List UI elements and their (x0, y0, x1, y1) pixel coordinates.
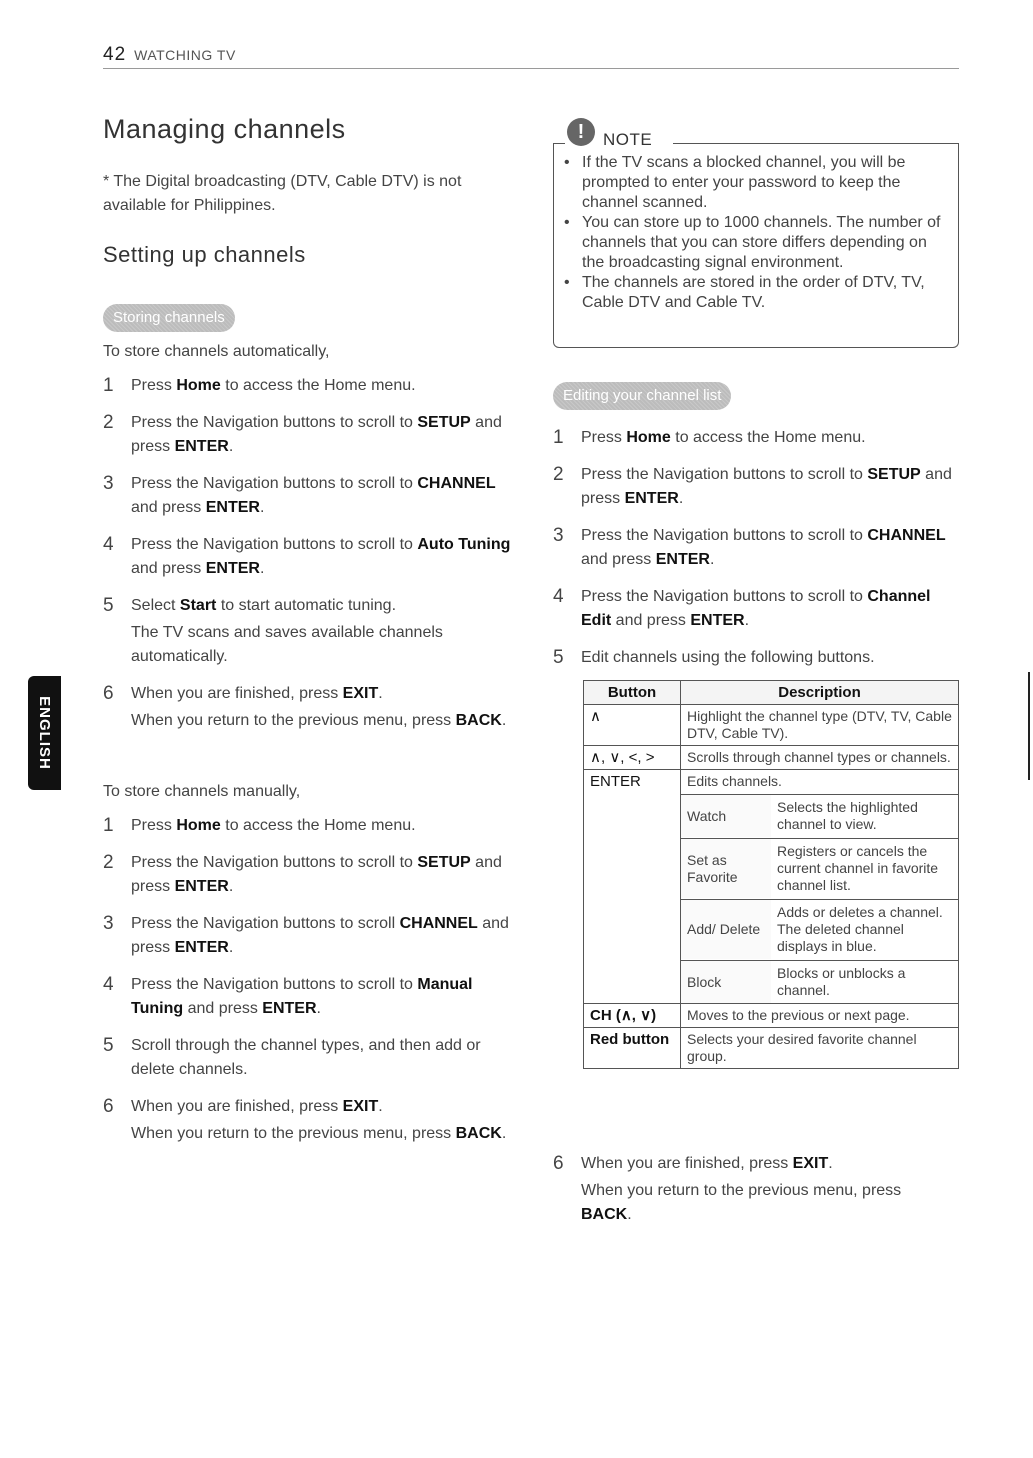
list-item: 1 Press Home to access the Home menu. (103, 375, 416, 396)
auto-steps (103, 374, 513, 733)
storing-channels-heading: Storing channels (103, 304, 235, 332)
list-item: 4 Press the Navigation buttons to scroll to Manual Tuning and press ENTER. (103, 974, 473, 1017)
table-header: Description (681, 681, 959, 705)
page-number: 42 (103, 44, 127, 65)
table-cell-description: Selects your desired favorite channel group. (681, 1028, 959, 1069)
note-header (553, 118, 959, 149)
list-item: 6 When you are finished, press EXIT. When you return to the previous menu, press BACK. (103, 683, 507, 729)
list-item: 6 When you are finished, press EXIT. When you return to the previous menu, press BACK. (103, 1096, 507, 1142)
note-item: • You can store up to 1000 channels. The number of channels that you can store differs depending on the broadcasting signal environment. (582, 213, 948, 273)
table-cell-description: Highlight the channel type (DTV, TV, Cable DTV, Cable TV). (681, 705, 959, 746)
sub-option-name: Watch (681, 795, 771, 837)
table-cell-description (681, 770, 959, 1004)
button-table (583, 680, 959, 1069)
enter-description: Edits channels. (687, 773, 782, 789)
list-item: 3 Press the Navigation buttons to scroll to CHANNEL and press ENTER. (553, 525, 946, 568)
table-cell-button: ∧ (584, 705, 681, 746)
table-row (584, 705, 959, 746)
list-item: 2 Press the Navigation buttons to scroll to SETUP and press ENTER. (103, 412, 502, 455)
page-title: Managing channels (103, 114, 346, 144)
note-item: • The channels are stored in the order of DTV, TV, Cable DTV and Cable TV. (582, 273, 948, 313)
exclamation-icon: ! (567, 118, 595, 146)
sub-option-description: Adds or deletes a channel. The deleted channel displays in blue. (777, 904, 943, 954)
sub-option-name: Block (681, 961, 771, 1003)
sub-option-description: Registers or cancels the current channel in favorite channel list. (777, 843, 939, 893)
editing-steps (553, 426, 953, 670)
sub-row (681, 899, 958, 959)
list-item: 1 Press Home to access the Home menu. (553, 427, 866, 448)
table-header: Button (584, 681, 681, 705)
list-item: 3 Press the Navigation buttons to scroll to CHANNEL and press ENTER. (103, 473, 496, 516)
availability-note: * The Digital broadcasting (DTV, Cable DTV) is not available for Philippines. (103, 173, 462, 214)
sub-row (681, 838, 958, 898)
table-row (584, 770, 959, 1004)
margin-bar (1028, 672, 1030, 780)
page-header (103, 44, 959, 69)
table-row (584, 1004, 959, 1028)
language-side-tab (28, 676, 61, 790)
sub-row (681, 960, 958, 1003)
editing-channel-list-heading: Editing your channel list (553, 382, 731, 410)
list-item: 4 Press the Navigation buttons to scroll to Channel Edit and press ENTER. (553, 586, 931, 629)
list-item: 5 Select Start to start automatic tuning. The TV scans and saves available channels automatically. (103, 595, 443, 665)
note-box (553, 143, 959, 348)
auto-intro: To store channels automatically, (103, 343, 330, 360)
table-cell-description: Scrolls through channel types or channels. (681, 746, 959, 770)
sub-option-description: Selects the highlighted channel to view. (777, 799, 918, 832)
list-item: 3 Press the Navigation buttons to scroll CHANNEL and press ENTER. (103, 913, 509, 956)
table-row (584, 1028, 959, 1069)
manual-intro: To store channels manually, (103, 783, 301, 800)
table-cell-button: ∧, ∨, <, > (584, 746, 681, 770)
list-item: 1 Press Home to access the Home menu. (103, 815, 416, 836)
list-item: 5 Edit channels using the following buttons. (553, 647, 875, 668)
table-header-row (584, 681, 959, 705)
side-tab-label: ENGLISH (36, 696, 53, 770)
sub-option-name: Set as Favorite (681, 839, 771, 898)
table-cell-button: CH (∧, ∨) (584, 1004, 681, 1028)
list-item: 5 Scroll through the channel types, and then add or delete channels. (103, 1035, 481, 1078)
table-cell-button: Red button (584, 1028, 681, 1069)
manual-steps (103, 814, 513, 1146)
table-cell-description: Moves to the previous or next page. (681, 1004, 959, 1028)
list-item: 4 Press the Navigation buttons to scroll to Auto Tuning and press ENTER. (103, 534, 511, 577)
section-title: WATCHING TV (134, 47, 236, 63)
list-item: 6 When you are finished, press EXIT. When you return to the previous menu, press BACK. (553, 1153, 902, 1223)
table-row (584, 746, 959, 770)
note-label: NOTE (603, 130, 653, 149)
editing-final-step (553, 1152, 953, 1227)
sub-option-description: Blocks or unblocks a channel. (777, 965, 906, 998)
sub-option-name: Add/ Delete (681, 900, 771, 959)
sub-row (681, 794, 958, 837)
note-item: • If the TV scans a blocked channel, you will be prompted to enter your password to keep the channel scanned. (582, 153, 948, 213)
list-item: 2 Press the Navigation buttons to scroll to SETUP and press ENTER. (553, 464, 952, 507)
table-cell-button: ENTER (584, 770, 681, 1004)
list-item: 2 Press the Navigation buttons to scroll to SETUP and press ENTER. (103, 852, 502, 895)
section-subtitle: Setting up channels (103, 242, 306, 267)
